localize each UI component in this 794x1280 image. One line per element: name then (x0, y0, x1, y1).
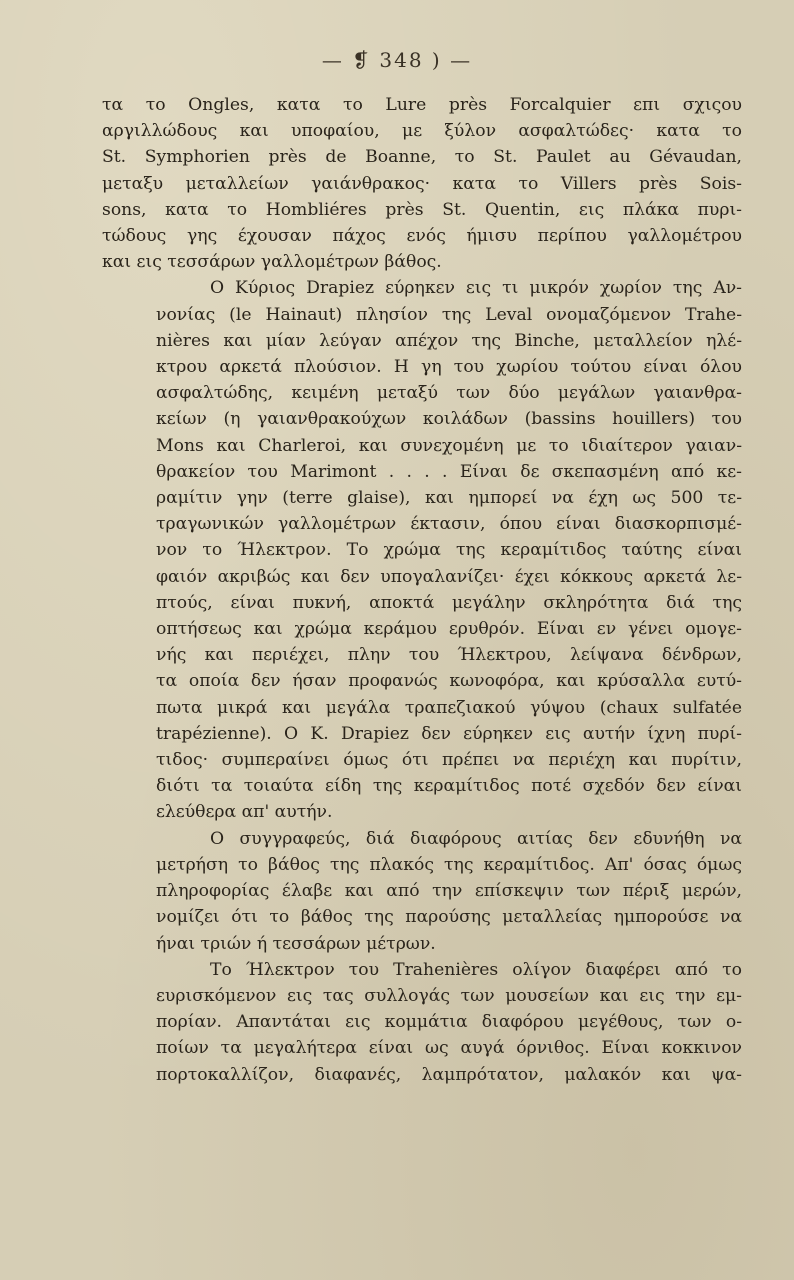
paragraph-1 (102, 92, 742, 275)
text-line: πληροφορίας έλαβε και από την επίσκεψιν των πέριξ μερών, (156, 881, 742, 902)
text-line: πτούς, είναι πυκνή, αποκτά μεγάλην σκληρότητα διά της (156, 592, 742, 613)
text-line: Ο Κύριος Drapiez εύρηκεν εις τι μικρόν χωρίον της Αν- (210, 278, 742, 299)
text-line: sons, κατα το Hombliéres près St. Quentin, εις πλάκα πυρι- (102, 199, 742, 220)
text-line: ραμίτιν γην (terre glaise), και ημπορεί να έχη ως 500 τε- (156, 488, 742, 509)
text-line: και εις τεσσάρων γαλλομέτρων βάθος. (102, 252, 442, 273)
text-line: κείων (η γαιανθρακούχων κοιλάδων (bassins houillers) του (156, 409, 742, 430)
text-line: πορτοκαλλίζον, διαφανές, λαμπρότατον, μαλακόν και ψα- (156, 1064, 742, 1085)
text-line: μεταξυ μεταλλείων γαιάνθρακος· κατα το Villers près Sois- (102, 173, 742, 194)
text-line: φαιόν ακριβώς και δεν υπογαλανίζει· έχει κόκκους αρκετά λε- (156, 566, 742, 587)
text-line: St. Symphorien près de Boanne, το St. Paulet au Gévaudan, (102, 147, 742, 168)
text-line: ευρισκόμενον εις τας συλλογάς των μουσείων και εις την εμ- (156, 985, 742, 1006)
paragraph-2 (102, 275, 742, 825)
text-line: τα οποία δεν ήσαν προφανώς κωνοφόρα, και κρύσαλλα ευτύ- (156, 671, 742, 692)
text-line: νον το Ήλεκτρον. Το χρώμα της κεραμίτιδος ταύτης είναι (156, 540, 742, 561)
body-text (102, 92, 742, 1088)
text-line: θρακείον του Marimont . . . . Είναι δε σκεπασμένη από κε- (156, 461, 742, 482)
text-line: Το Ήλεκτρον του Trahenières ολίγον διαφέρει από το (210, 959, 742, 980)
text-line: ελεύθερα απ' αυτήν. (156, 802, 333, 823)
text-line: αργιλλώδους και υποφαίου, με ξύλον ασφαλτώδες· κατα το (102, 121, 742, 142)
text-line: nières και μίαν λεύγαν απέχον της Binche, μεταλλείον ηλέ- (156, 330, 742, 351)
text-line: μετρήση το βάθος της πλακός της κεραμίτιδος. Απ' όσας όμως (156, 854, 742, 875)
text-line: ποίων τα μεγαλήτερα είναι ως αυγά όρνιθος. Είναι κοκκινον (156, 1038, 742, 1059)
text-line: τιδος· συμπεραίνει όμως ότι πρέπει να περιέχη και πυρίτιν, (156, 750, 742, 771)
text-line: Ο συγγραφεύς, διά διαφόρους αιτίας δεν εδυνήθη να (210, 828, 742, 849)
text-line: πωτα μικρά και μεγάλα τραπεζιακού γύψου (chaux sulfatée (156, 697, 742, 718)
text-line: πορίαν. Απαντάται εις κομμάτια διαφόρου μεγέθους, των ο- (156, 1012, 742, 1033)
text-line: κτρου αρκετά πλούσιον. Η γη του χωρίου τούτου είναι όλου (156, 357, 742, 378)
text-line: νής και περιέχει, πλην του Ήλεκτρου, λείψανα δένδρων, (156, 645, 742, 666)
text-line: Mons και Charleroi, και συνεχομένη με το ιδιαίτερον γαιαν- (156, 435, 742, 456)
text-line: ήναι τριών ή τεσσάρων μέτρων. (156, 933, 436, 954)
text-line: διότι τα τοιαύτα είδη της κεραμίτιδος ποτέ σχεδόν δεν είναι (156, 776, 742, 797)
text-line: οπτήσεως και χρώμα κεράμου ερυθρόν. Είναι εν γένει ομογε- (156, 619, 742, 640)
page-number-header: — ❡ 348 ) — (321, 48, 473, 72)
text-line: τραγωνικών γαλλομέτρων έκτασιν, όπου είναι διασκορπισμέ- (156, 514, 742, 535)
text-line: τα το Ongles, κατα το Lure près Forcalquier επι σχιςου (102, 95, 742, 115)
text-line: τώδους γης έχουσαν πάχος ενός ήμισυ περίπου γαλλομέτρου (102, 226, 742, 247)
text-line: trapézienne). Ο Κ. Drapiez δεν εύρηκεν εις αυτήν ίχνη πυρί- (156, 723, 742, 744)
text-line: νονίας (le Hainaut) πλησίον της Leval ονομαζόμενον Trahe- (156, 304, 742, 325)
paragraph-3 (102, 826, 742, 957)
paragraph-4 (102, 957, 742, 1088)
text-line: ασφαλτώδης, κειμένη μεταξύ των δύο μεγάλων γαιανθρα- (156, 383, 742, 404)
text-line: νομίζει ότι το βάθος της παρούσης μεταλλείας ημπορούσε να (156, 907, 742, 928)
